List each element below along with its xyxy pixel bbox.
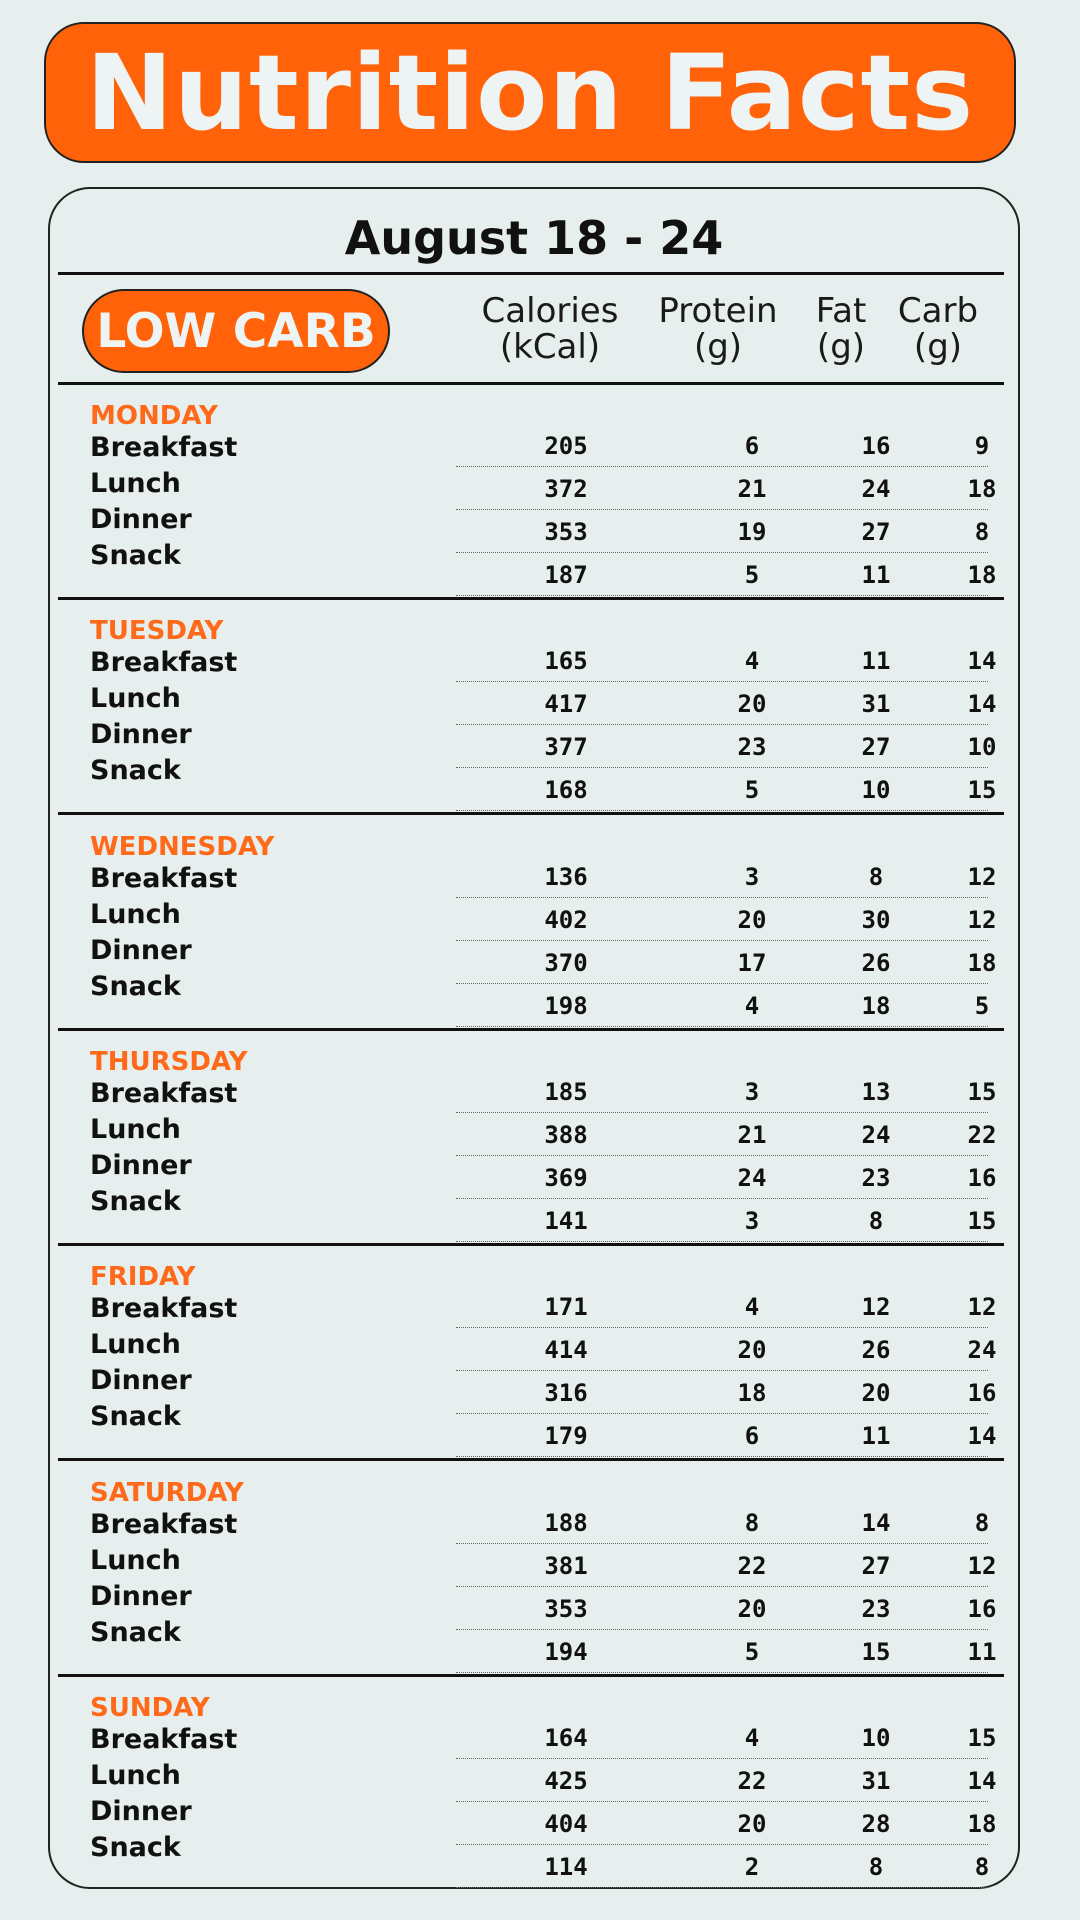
fat-cell: 8 (868, 1852, 884, 1881)
fat-cell: 27 (861, 733, 891, 762)
meal-label-snack: Snack (90, 1831, 181, 1863)
meal-label-snack: Snack (90, 755, 181, 787)
meal-label-breakfast: Breakfast (90, 862, 238, 894)
calories-cell: 414 (544, 1336, 588, 1365)
protein-cell: 4 (744, 1723, 760, 1752)
fat-cell: 20 (861, 1379, 891, 1408)
meal-label-lunch: Lunch (90, 683, 181, 715)
carb-cell: 16 (967, 1163, 997, 1192)
protein-cell: 22 (737, 1551, 767, 1580)
meal-label-dinner: Dinner (90, 504, 192, 535)
fat-cell: 13 (861, 1077, 891, 1106)
calories-cell: 316 (544, 1379, 588, 1408)
header-top-divider (58, 272, 1004, 275)
meal-label-breakfast: Breakfast (90, 1293, 238, 1325)
meal-label-snack: Snack (90, 1616, 181, 1648)
calories-cell: 404 (544, 1809, 588, 1838)
fat-cell: 23 (861, 1594, 891, 1623)
protein-cell: 6 (744, 432, 760, 460)
meal-label-snack: Snack (90, 1185, 181, 1217)
carb-cell: 18 (967, 1809, 997, 1838)
fat-cell: 11 (861, 561, 891, 589)
calories-cell: 372 (544, 475, 588, 503)
table-row (456, 1328, 997, 1371)
fat-cell: 28 (861, 1809, 891, 1838)
meal-label-lunch: Lunch (90, 898, 181, 930)
table-row (456, 855, 997, 898)
fat-cell: 11 (861, 647, 891, 676)
column-header-calories: Calories (kCal) (481, 291, 619, 367)
day-label: FRIDAY (90, 1262, 196, 1293)
calories-cell: 353 (544, 1594, 588, 1623)
fat-cell: 11 (861, 1422, 891, 1451)
calories-cell: 194 (544, 1637, 588, 1666)
meal-label-breakfast: Breakfast (90, 432, 238, 463)
calories-cell: 205 (544, 432, 588, 460)
table-row (456, 682, 997, 725)
fat-cell: 15 (861, 1637, 891, 1666)
meal-label-dinner: Dinner (90, 1580, 192, 1612)
carb-cell: 12 (967, 1293, 997, 1322)
table-row (456, 768, 997, 811)
fat-cell: 8 (868, 862, 884, 891)
calories-cell: 417 (544, 690, 588, 719)
carb-cell: 8 (974, 1852, 990, 1881)
fat-cell: 26 (861, 1336, 891, 1365)
table-row (456, 1414, 997, 1457)
protein-cell: 18 (737, 1379, 767, 1408)
day-section-sunday (50, 1677, 1022, 1891)
carb-cell: 16 (967, 1379, 997, 1408)
protein-cell: 20 (737, 1594, 767, 1623)
table-row (456, 1759, 997, 1802)
carb-cell: 8 (974, 1508, 990, 1537)
calories-cell: 370 (544, 948, 588, 977)
table-row (456, 1501, 988, 1544)
carb-cell: 15 (967, 776, 997, 805)
day-label: TUESDAY (90, 616, 224, 647)
fat-cell: 16 (861, 432, 891, 460)
meal-label-breakfast: Breakfast (90, 1077, 238, 1109)
carb-cell: 12 (967, 1551, 997, 1580)
protein-cell: 20 (737, 690, 767, 719)
calories-cell: 114 (544, 1852, 588, 1881)
table-row (456, 1371, 997, 1414)
table-row (456, 1544, 997, 1587)
calories-cell: 425 (544, 1766, 588, 1795)
meal-label-lunch: Lunch (90, 1329, 181, 1361)
table-row (456, 639, 997, 682)
protein-cell: 23 (737, 733, 767, 762)
day-label: THURSDAY (90, 1046, 248, 1077)
table-row (456, 1587, 997, 1630)
table-row (456, 725, 997, 768)
day-label: WEDNESDAY (90, 831, 275, 862)
day-section-tuesday (50, 600, 1022, 814)
carb-cell: 15 (967, 1077, 997, 1106)
calories-cell: 136 (544, 862, 588, 891)
plan-badge: LOW CARB (82, 289, 390, 373)
carb-cell: 22 (967, 1120, 997, 1149)
fat-cell: 31 (861, 690, 891, 719)
fat-cell: 8 (868, 1206, 884, 1235)
day-section-saturday (50, 1462, 1022, 1676)
table-row (456, 1113, 997, 1156)
title-banner (44, 22, 1016, 163)
protein-cell: 5 (744, 561, 760, 589)
carb-cell: 11 (967, 1637, 997, 1666)
table-row (456, 1630, 997, 1673)
protein-cell: 19 (737, 518, 767, 546)
calories-cell: 381 (544, 1551, 588, 1580)
fat-cell: 31 (861, 1766, 891, 1795)
protein-cell: 4 (744, 1293, 760, 1322)
table-row (456, 424, 988, 467)
calories-cell: 187 (544, 561, 588, 589)
protein-cell: 5 (744, 1637, 760, 1666)
meal-label-breakfast: Breakfast (90, 1508, 238, 1540)
table-row (456, 1802, 997, 1845)
day-section-thursday (50, 1031, 1022, 1245)
meal-label-lunch: Lunch (90, 468, 181, 499)
carb-cell: 5 (974, 991, 990, 1020)
calories-cell: 171 (544, 1293, 588, 1322)
calories-cell: 388 (544, 1120, 588, 1149)
fat-cell: 10 (861, 1723, 891, 1752)
fat-cell: 12 (861, 1293, 891, 1322)
carb-cell: 14 (967, 1422, 997, 1451)
carb-cell: 18 (967, 475, 997, 503)
column-header-protein: Protein (g) (658, 291, 778, 367)
fat-cell: 18 (861, 991, 891, 1020)
protein-cell: 2 (744, 1852, 760, 1881)
column-header-fat: Fat (g) (815, 291, 867, 367)
table-row (456, 898, 997, 941)
carb-cell: 8 (974, 518, 990, 546)
calories-cell: 168 (544, 776, 588, 805)
meal-label-lunch: Lunch (90, 1113, 181, 1145)
table-row (456, 1716, 997, 1759)
protein-cell: 20 (737, 1336, 767, 1365)
nutrition-table-card (48, 187, 1020, 1889)
meal-label-breakfast: Breakfast (90, 647, 238, 679)
day-label: MONDAY (90, 401, 218, 431)
fat-cell: 24 (861, 475, 891, 503)
table-row (456, 553, 997, 596)
carb-cell: 18 (967, 948, 997, 977)
calories-cell: 165 (544, 647, 588, 676)
table-row (456, 510, 988, 553)
calories-cell: 188 (544, 1508, 588, 1537)
meal-label-dinner: Dinner (90, 719, 192, 751)
protein-cell: 5 (744, 776, 760, 805)
meal-label-dinner: Dinner (90, 934, 192, 966)
day-section-friday (50, 1246, 1022, 1460)
meal-label-lunch: Lunch (90, 1759, 181, 1791)
meal-label-breakfast: Breakfast (90, 1723, 238, 1755)
table-row (456, 467, 997, 510)
day-section-monday (50, 385, 1022, 599)
meal-label-snack: Snack (90, 970, 181, 1002)
table-row (456, 941, 997, 984)
carb-cell: 9 (974, 432, 990, 460)
fat-cell: 10 (861, 776, 891, 805)
protein-cell: 4 (744, 991, 760, 1020)
carb-cell: 14 (967, 1766, 997, 1795)
carb-cell: 15 (967, 1723, 997, 1752)
protein-cell: 21 (737, 1120, 767, 1149)
meal-label-snack: Snack (90, 540, 181, 571)
protein-cell: 17 (737, 948, 767, 977)
fat-cell: 27 (861, 518, 891, 546)
protein-cell: 20 (737, 1809, 767, 1838)
day-section-wednesday (50, 816, 1022, 1030)
protein-cell: 3 (744, 862, 760, 891)
carb-cell: 15 (967, 1206, 997, 1235)
carb-cell: 16 (967, 1594, 997, 1623)
meal-label-snack: Snack (90, 1401, 181, 1433)
carb-cell: 12 (967, 905, 997, 934)
day-label: SATURDAY (90, 1477, 244, 1508)
protein-cell: 3 (744, 1206, 760, 1235)
calories-cell: 377 (544, 733, 588, 762)
protein-cell: 4 (744, 647, 760, 676)
meal-label-dinner: Dinner (90, 1149, 192, 1181)
column-header-carb: Carb (g) (897, 291, 979, 367)
table-row (456, 1070, 997, 1113)
carb-cell: 14 (967, 647, 997, 676)
table-row (456, 984, 988, 1027)
fat-cell: 23 (861, 1163, 891, 1192)
protein-cell: 6 (744, 1422, 760, 1451)
table-row (456, 1156, 997, 1199)
calories-cell: 353 (544, 518, 588, 546)
calories-cell: 141 (544, 1206, 588, 1235)
calories-cell: 369 (544, 1163, 588, 1192)
meal-label-lunch: Lunch (90, 1544, 181, 1576)
meal-label-dinner: Dinner (90, 1365, 192, 1397)
carb-cell: 18 (967, 561, 997, 589)
fat-cell: 14 (861, 1508, 891, 1537)
day-label: SUNDAY (90, 1692, 210, 1723)
protein-cell: 20 (737, 905, 767, 934)
protein-cell: 24 (737, 1163, 767, 1192)
carb-cell: 12 (967, 862, 997, 891)
calories-cell: 179 (544, 1422, 588, 1451)
calories-cell: 198 (544, 991, 588, 1020)
table-row (456, 1199, 997, 1242)
table-row (456, 1845, 988, 1888)
fat-cell: 27 (861, 1551, 891, 1580)
table-row (456, 1285, 997, 1328)
protein-cell: 8 (744, 1508, 760, 1537)
protein-cell: 3 (744, 1077, 760, 1106)
protein-cell: 22 (737, 1766, 767, 1795)
carb-cell: 14 (967, 690, 997, 719)
fat-cell: 24 (861, 1120, 891, 1149)
carb-cell: 24 (967, 1336, 997, 1365)
fat-cell: 30 (861, 905, 891, 934)
protein-cell: 21 (737, 475, 767, 503)
carb-cell: 10 (967, 733, 997, 762)
page-title: Nutrition Facts (85, 31, 975, 154)
calories-cell: 402 (544, 905, 588, 934)
calories-cell: 164 (544, 1723, 588, 1752)
calories-cell: 185 (544, 1077, 588, 1106)
week-range: August 18 - 24 (344, 211, 724, 265)
meal-label-dinner: Dinner (90, 1795, 192, 1827)
fat-cell: 26 (861, 948, 891, 977)
